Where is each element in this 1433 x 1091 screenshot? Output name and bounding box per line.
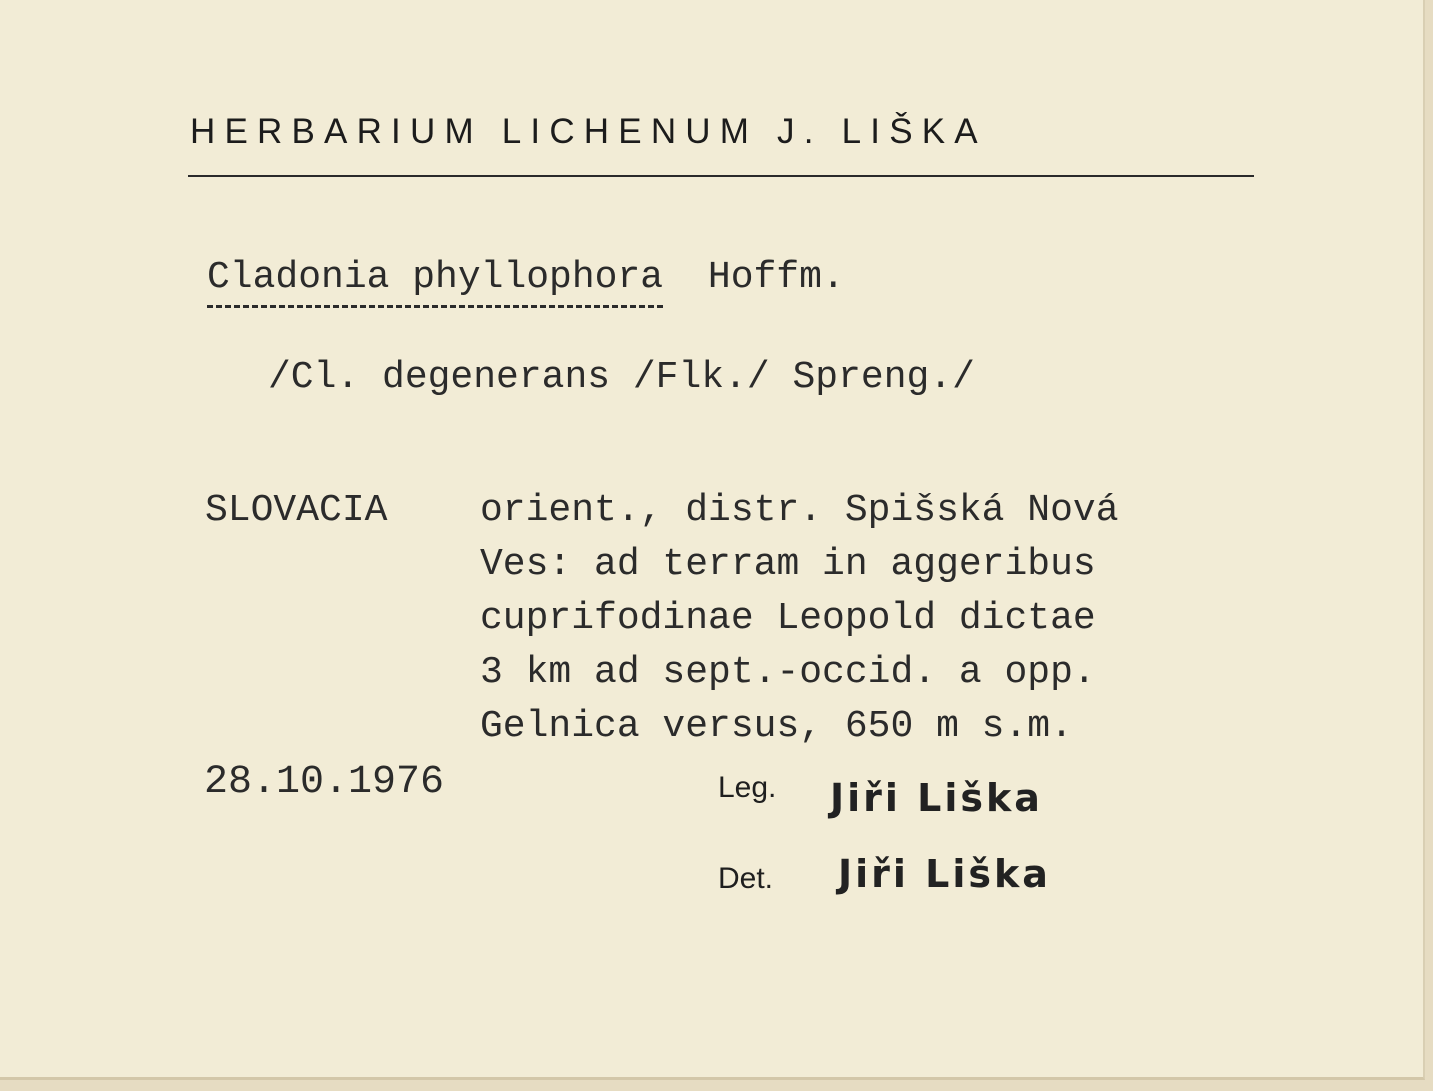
- locality-line: [205, 538, 1119, 592]
- species-author: Hoffm.: [707, 256, 845, 299]
- species-line: [207, 256, 845, 299]
- herbarium-title: HERBARIUM LICHENUM J. LIŠKA: [190, 112, 987, 151]
- locality-text: Ves: ad terram in aggeribus: [480, 543, 1096, 586]
- locality-line: [205, 484, 1119, 538]
- locality-text: orient., distr. Spišská Nová: [480, 489, 1119, 532]
- locality-block: [205, 484, 1119, 754]
- synonym-line: /Cl. degenerans /Flk./ Spreng./: [268, 356, 975, 399]
- locality-text: 3 km ad sept.-occid. a opp.: [480, 651, 1096, 694]
- collector-name-stamp: Jiři Liška: [830, 776, 1043, 820]
- species-name: Cladonia phyllophora: [207, 256, 663, 308]
- determiner-name-stamp: Jiři Liška: [838, 852, 1051, 896]
- locality-line: [205, 592, 1119, 646]
- determinavit-label: Det.: [718, 862, 774, 895]
- locality-text: cuprifodinae Leopold dictae: [480, 597, 1096, 640]
- locality-line: [205, 700, 1119, 754]
- collection-date: 28.10.1976: [204, 760, 445, 805]
- locality-text: Gelnica versus, 650 m s.m.: [480, 705, 1073, 748]
- legit-label: Leg.: [718, 771, 777, 804]
- locality-line: [205, 646, 1119, 700]
- locality-country: SLOVACIA: [205, 489, 388, 532]
- header-divider: [188, 175, 1254, 177]
